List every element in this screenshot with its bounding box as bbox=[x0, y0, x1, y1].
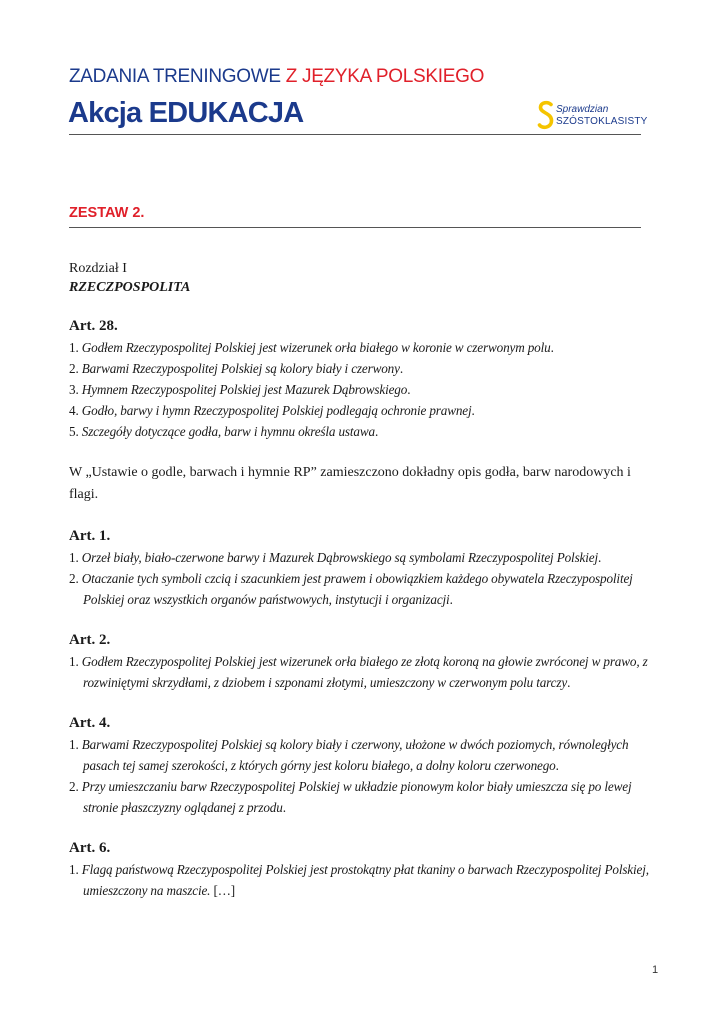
intro-paragraph: W „Ustawie o godle, barwach i hymnie RP” zamieszczono dokładny opis godła, barw narodowych i flagi. bbox=[69, 465, 631, 502]
page-number: 1 bbox=[652, 964, 659, 976]
article-item: 5. Szczegóły dotyczące godła, barw i hymnu określa ustawa. bbox=[69, 424, 379, 439]
article-item: 1. Godłem Rzeczypospolitej Polskiej jest wizerunek orła białego w koronie w czerwonym polu. bbox=[69, 340, 554, 355]
article-title: Art. 2. bbox=[69, 632, 111, 648]
s-logo-icon bbox=[537, 100, 555, 132]
article-item: 2. Przy umieszczaniu barw Rzeczypospolitej Polskiej w układzie pionowym kolor biały umieszcza się po lewej stronie płaszczyzny oglądanej z przodu. bbox=[69, 779, 632, 815]
article-item: 1. Godłem Rzeczypospolitej Polskiej jest wizerunek orła białego ze złotą koroną na głowie zwróconej w prawo, z rozwiniętymi skrzydłami, z dziobem i szponami złotymi, umieszczony w czerwonym polu tarczy. bbox=[69, 654, 648, 690]
article-28 bbox=[69, 316, 649, 442]
article-title: Art. 1. bbox=[69, 528, 111, 544]
article-1 bbox=[69, 526, 649, 610]
zestaw-divider bbox=[69, 227, 641, 228]
article-item: 3. Hymnem Rzeczypospolitej Polskiej jest Mazurek Dąbrowskiego. bbox=[69, 382, 411, 397]
header-title: Akcja EDUKACJA bbox=[68, 97, 304, 129]
article-item: 2. Barwami Rzeczypospolitej Polskiej są kolory biały i czerwony. bbox=[69, 361, 403, 376]
logo-text-szostoklasisty: SZÓSTOKLASISTY bbox=[556, 116, 648, 127]
header-divider bbox=[69, 134, 641, 135]
logo-text-sprawdzian: Sprawdzian bbox=[556, 104, 609, 115]
article-title: Art. 28. bbox=[69, 318, 118, 334]
chapter-title: RZECZPOSPOLITA bbox=[69, 280, 191, 295]
article-4 bbox=[69, 713, 649, 818]
article-title: Art. 6. bbox=[69, 840, 111, 856]
header-subtitle-blue: ZADANIA TRENINGOWE bbox=[69, 66, 286, 87]
article-6 bbox=[69, 838, 649, 901]
sprawdzian-logo bbox=[537, 100, 647, 134]
article-item: 2. Otaczanie tych symboli czcią i szacunkiem jest prawem i obowiązkiem każdego obywatela Rzeczypospolitej Polskiej oraz wszystkich organów państwowych, instytucji i organizacji. bbox=[69, 571, 633, 607]
article-item: 1. Orzeł biały, biało-czerwone barwy i Mazurek Dąbrowskiego są symbolami Rzeczypospolitej Polskiej. bbox=[69, 550, 602, 565]
header-subtitle bbox=[69, 66, 484, 88]
article-2 bbox=[69, 630, 649, 693]
zestaw-heading: ZESTAW 2. bbox=[69, 205, 145, 221]
article-item: 1. Barwami Rzeczypospolitej Polskiej są kolory biały i czerwony, ułożone w dwóch poziomych, równoległych pasach tej samej szerokości, z których górny jest koloru białego, a dolny koloru czerwonego. bbox=[69, 737, 629, 773]
header-subtitle-red: Z JĘZYKA POLSKIEGO bbox=[285, 66, 485, 87]
chapter-label: Rozdział I bbox=[69, 261, 127, 276]
article-item: 4. Godło, barwy i hymn Rzeczypospolitej Polskiej podlegają ochronie prawnej. bbox=[69, 403, 475, 418]
document-body bbox=[69, 258, 649, 921]
article-item: 1. Flagą państwową Rzeczypospolitej Polskiej jest prostokątny płat tkaniny o barwach Rzeczypospolitej Polskiej, umieszczony na maszcie. […] bbox=[69, 862, 649, 898]
article-title: Art. 4. bbox=[69, 715, 111, 731]
